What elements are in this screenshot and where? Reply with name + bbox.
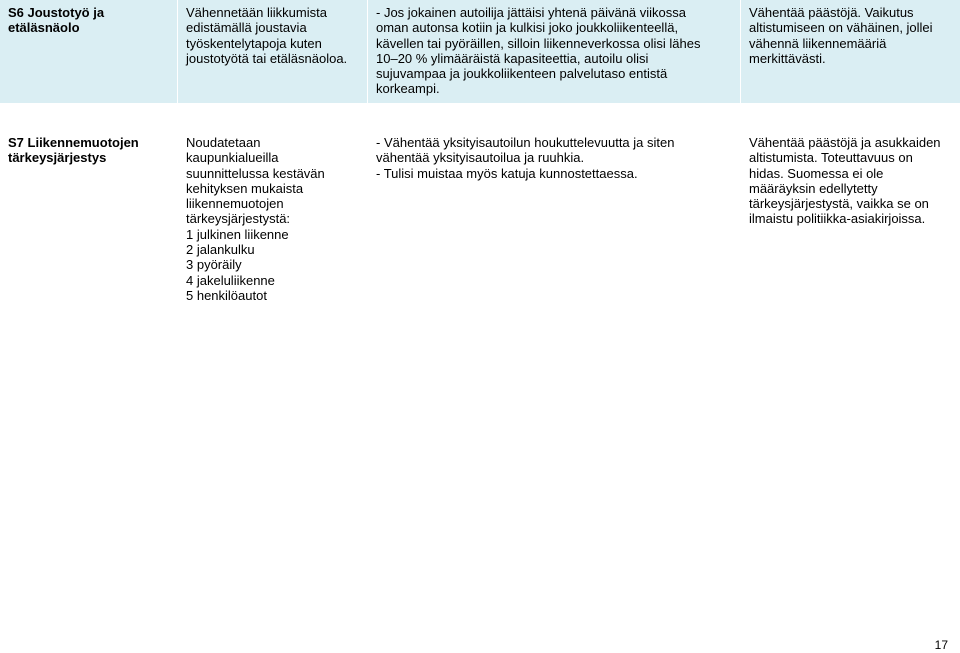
text-line: altistumiseen on vähäinen, jollei	[749, 20, 933, 36]
text-line: - Vähentää yksityisautoilun houkuttelevuutta ja siten	[376, 135, 675, 150]
text-line: 2 jalankulku	[186, 242, 255, 258]
text-line: tärkeysjärjestystä:	[186, 211, 291, 227]
page-number: 17	[934, 638, 948, 652]
text-line: korkeampi.	[376, 81, 440, 97]
text-line: Vähentää päästöjä ja asukkaiden	[749, 135, 941, 150]
text-line: tärkeysjärjestys	[8, 150, 107, 166]
measure-effect-cell	[741, 130, 960, 307]
measure-impact-cell	[368, 0, 741, 103]
measure-code-cell	[0, 0, 178, 103]
text-line: vähennä liikennemääriä	[749, 35, 887, 51]
text-line: S7 Liikennemuotojen	[8, 135, 139, 150]
measure-impact-cell	[368, 130, 741, 307]
measure-description-cell	[178, 0, 368, 103]
measure-effect-cell	[741, 0, 960, 103]
measure-code-cell	[0, 130, 178, 307]
text-line: ilmaistu politiikka-asiakirjoissa.	[749, 211, 926, 227]
text-line: 4 jakeluliikenne	[186, 272, 275, 288]
text-line: kehityksen mukaista	[186, 180, 304, 196]
text-line: vähentää yksityisautoilua ja ruuhkia.	[376, 150, 585, 166]
text-line: - Tulisi muistaa myös katuja kunnostettaessa.	[376, 165, 638, 181]
text-line: Noudatetaan	[186, 135, 261, 150]
text-line: työskentelytapoja kuten	[186, 35, 322, 51]
text-line: 3 pyöräily	[186, 257, 242, 273]
text-line: määräyksin edellytetty	[749, 180, 878, 196]
text-line: kävellen tai pyöräillen, silloin liikenneverkossa olisi lähes	[376, 35, 701, 51]
measure-row-s7	[0, 130, 960, 307]
text-line: Vähentää päästöjä. Vaikutus	[749, 5, 914, 20]
text-line: altistumista. Toteuttavuus on	[749, 150, 913, 166]
text-line: S6 Joustotyö ja	[8, 5, 105, 20]
text-line: liikennemuotojen	[186, 196, 284, 212]
measure-description-cell	[178, 130, 368, 307]
text-line: Vähennetään liikkumista	[186, 5, 327, 20]
text-line: 10–20 % ylimääräistä kapasiteettia, autoilu olisi	[376, 50, 649, 66]
text-line: joustotyötä tai etäläsnäoloa.	[186, 50, 348, 66]
text-line: 5 henkilöautot	[186, 287, 267, 303]
text-line: oman autonsa kotiin ja kulkisi joko joukkoliikenteellä,	[376, 20, 679, 36]
text-line: merkittävästi.	[749, 50, 826, 66]
text-line: sujuvampaa ja joukkoliikenteen palvelutaso entistä	[376, 66, 668, 82]
text-line: etäläsnäolo	[8, 20, 80, 36]
text-line: - Jos jokainen autoilija jättäisi yhtenä päivänä viikossa	[376, 5, 687, 20]
text-line: kaupunkialueilla	[186, 150, 279, 166]
text-line: suunnittelussa kestävän	[186, 165, 325, 181]
text-line: tärkeysjärjestystä, vaikka se on	[749, 196, 929, 212]
text-line: edistämällä joustavia	[186, 20, 307, 36]
text-line: 1 julkinen liikenne	[186, 226, 289, 242]
measure-row-s6	[0, 0, 960, 103]
text-line: hidas. Suomessa ei ole	[749, 165, 884, 181]
